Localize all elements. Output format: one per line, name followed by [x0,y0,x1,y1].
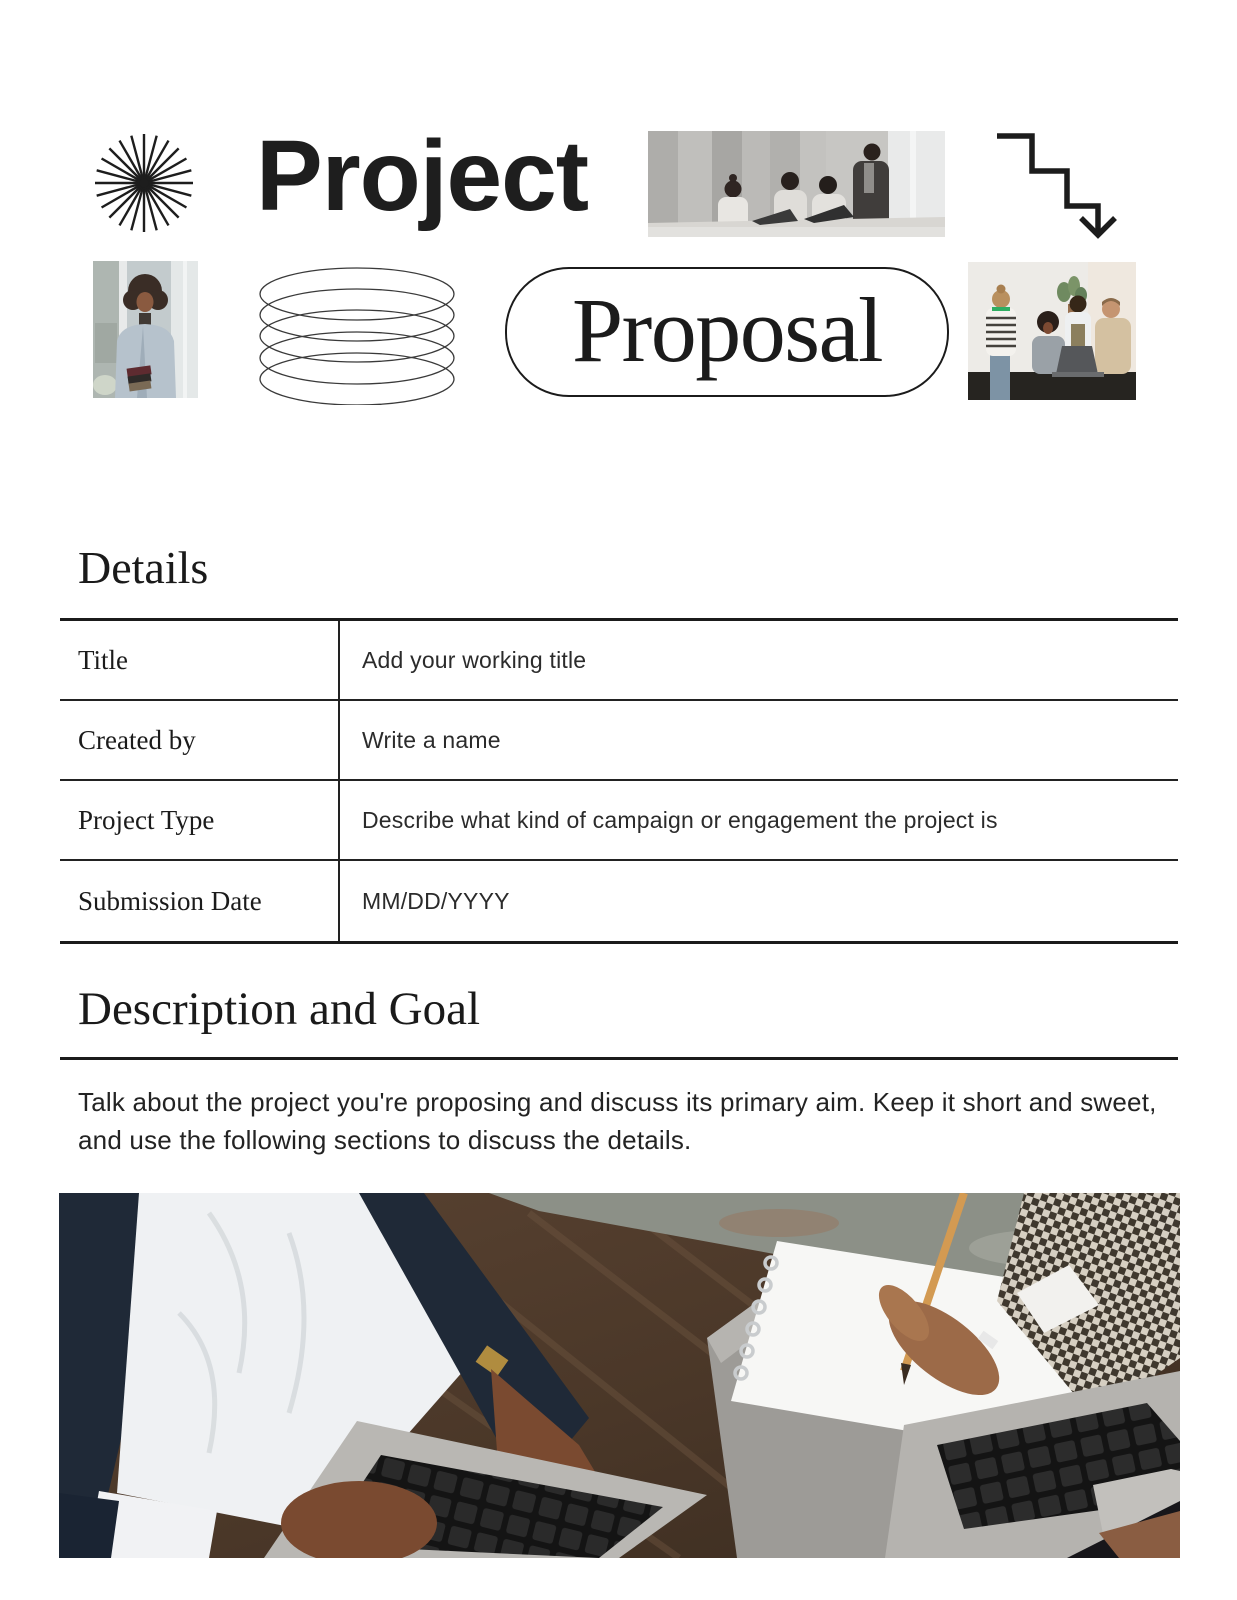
table-row-submission-date [60,861,1178,941]
row-label-submission-date: Submission Date [60,861,340,941]
row-label-project-type: Project Type [60,781,340,859]
ellipse-stack-shape [257,265,457,405]
table-row-project-type [60,781,1178,861]
description-body: Talk about the project you're proposing and discuss its primary aim. Keep it short and sweet, and use the following sections to discuss the details. [78,1087,1157,1155]
proposal-badge-label: Proposal [572,279,882,381]
details-table [60,618,1178,944]
details-heading: Details [78,542,209,593]
row-label-created-by: Created by [60,701,340,779]
starburst-icon [89,128,199,238]
row-value-title[interactable]: Add your working title [362,646,587,673]
proposal-badge [505,267,949,397]
desk-photo [59,1193,1180,1558]
row-label-title: Title [60,621,340,699]
table-row-title [60,621,1178,701]
meeting-photo [648,131,945,237]
section-divider-rule [60,1057,1178,1060]
row-value-submission-date[interactable]: MM/DD/YYYY [362,887,510,914]
portrait-photo [93,261,198,398]
stairs-down-arrow-icon [993,130,1125,240]
table-row-created-by [60,701,1178,781]
row-value-project-type[interactable]: Describe what kind of campaign or engagement the project is [362,806,998,833]
description-heading: Description and Goal [78,983,481,1035]
row-value-created-by[interactable]: Write a name [362,726,501,753]
team-photo [968,262,1136,400]
page-title-project: Project [256,120,589,232]
